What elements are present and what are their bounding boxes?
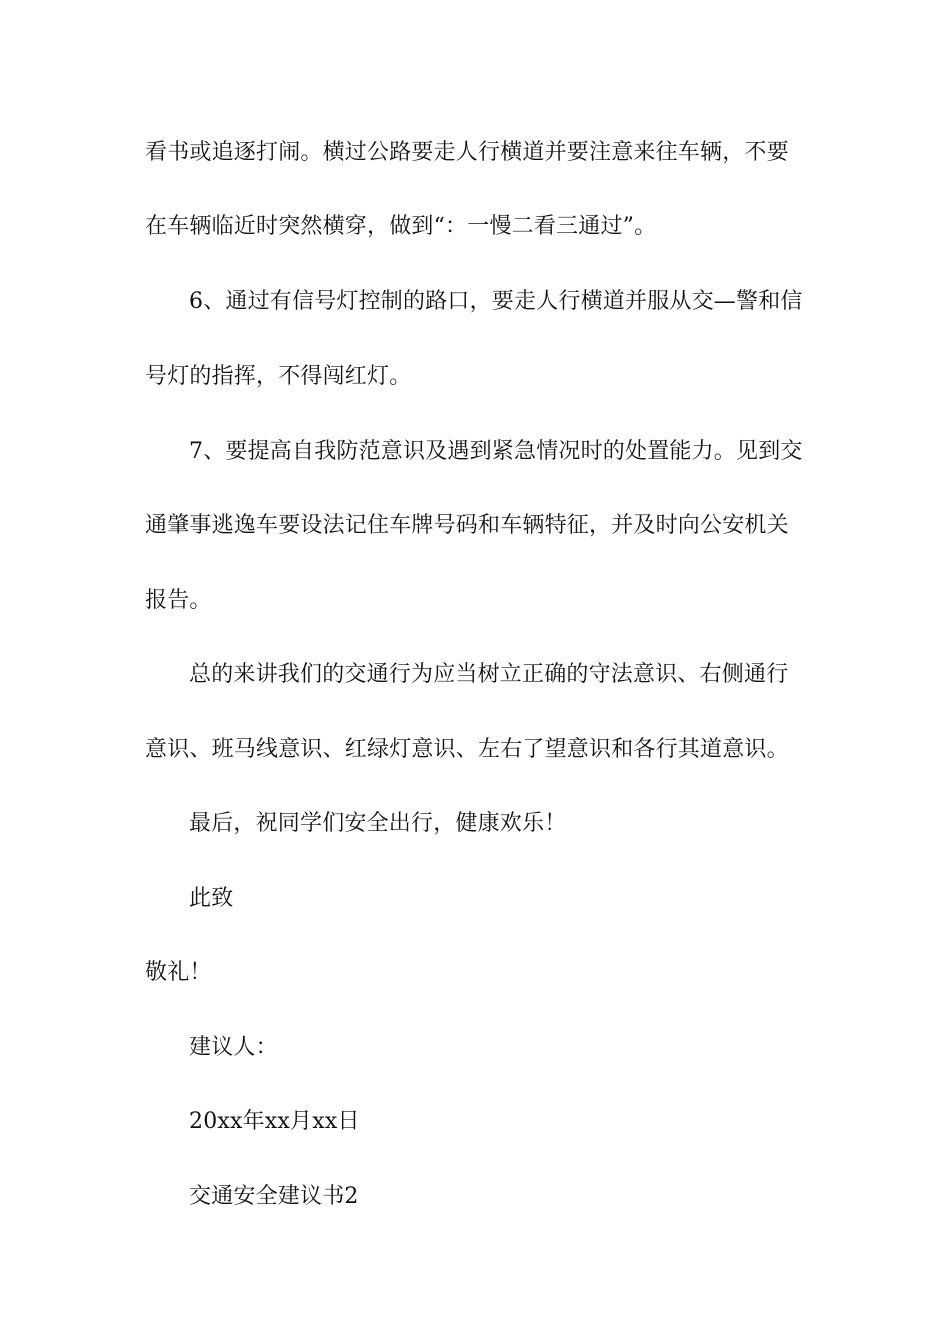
salutation-cizhi: 此致 (189, 886, 234, 911)
paragraph-line-7: 报告。 (145, 588, 212, 613)
paragraph-line-4: 号灯的指挥，不得闯红灯。 (145, 364, 412, 389)
paragraph-line-3: 6、通过有信号灯控制的路口，要走人行横道并服从交—警和信 (189, 289, 803, 314)
date-line: 20xx年xx月xx日 (189, 1109, 360, 1134)
paragraph-line-6: 通肇事逃逸车要设法记住车牌号码和车辆特征，并及时向公安机关 (145, 513, 789, 538)
paragraph-line-5: 7、要提高自我防范意识及遇到紧急情况时的处置能力。见到交 (189, 439, 803, 464)
closing-wish: 最后，祝同学们安全出行，健康欢乐！ (189, 811, 567, 836)
signer-label: 建议人： (189, 1035, 278, 1060)
next-section-title: 交通安全建议书2 (189, 1184, 359, 1209)
paragraph-line-8: 总的来讲我们的交通行为应当树立正确的守法意识、右侧通行 (189, 662, 789, 687)
paragraph-line-2: 在车辆临近时突然横穿，做到“：一慢二看三通过”。 (145, 214, 657, 239)
salutation-jingli: 敬礼！ (145, 960, 212, 985)
paragraph-line-9: 意识、班马线意识、红绿灯意识、左右了望意识和各行其道意识。 (145, 737, 789, 762)
paragraph-line-1: 看书或追逐打闹。横过公路要走人行横道并要注意来往车辆，不要 (145, 140, 789, 165)
